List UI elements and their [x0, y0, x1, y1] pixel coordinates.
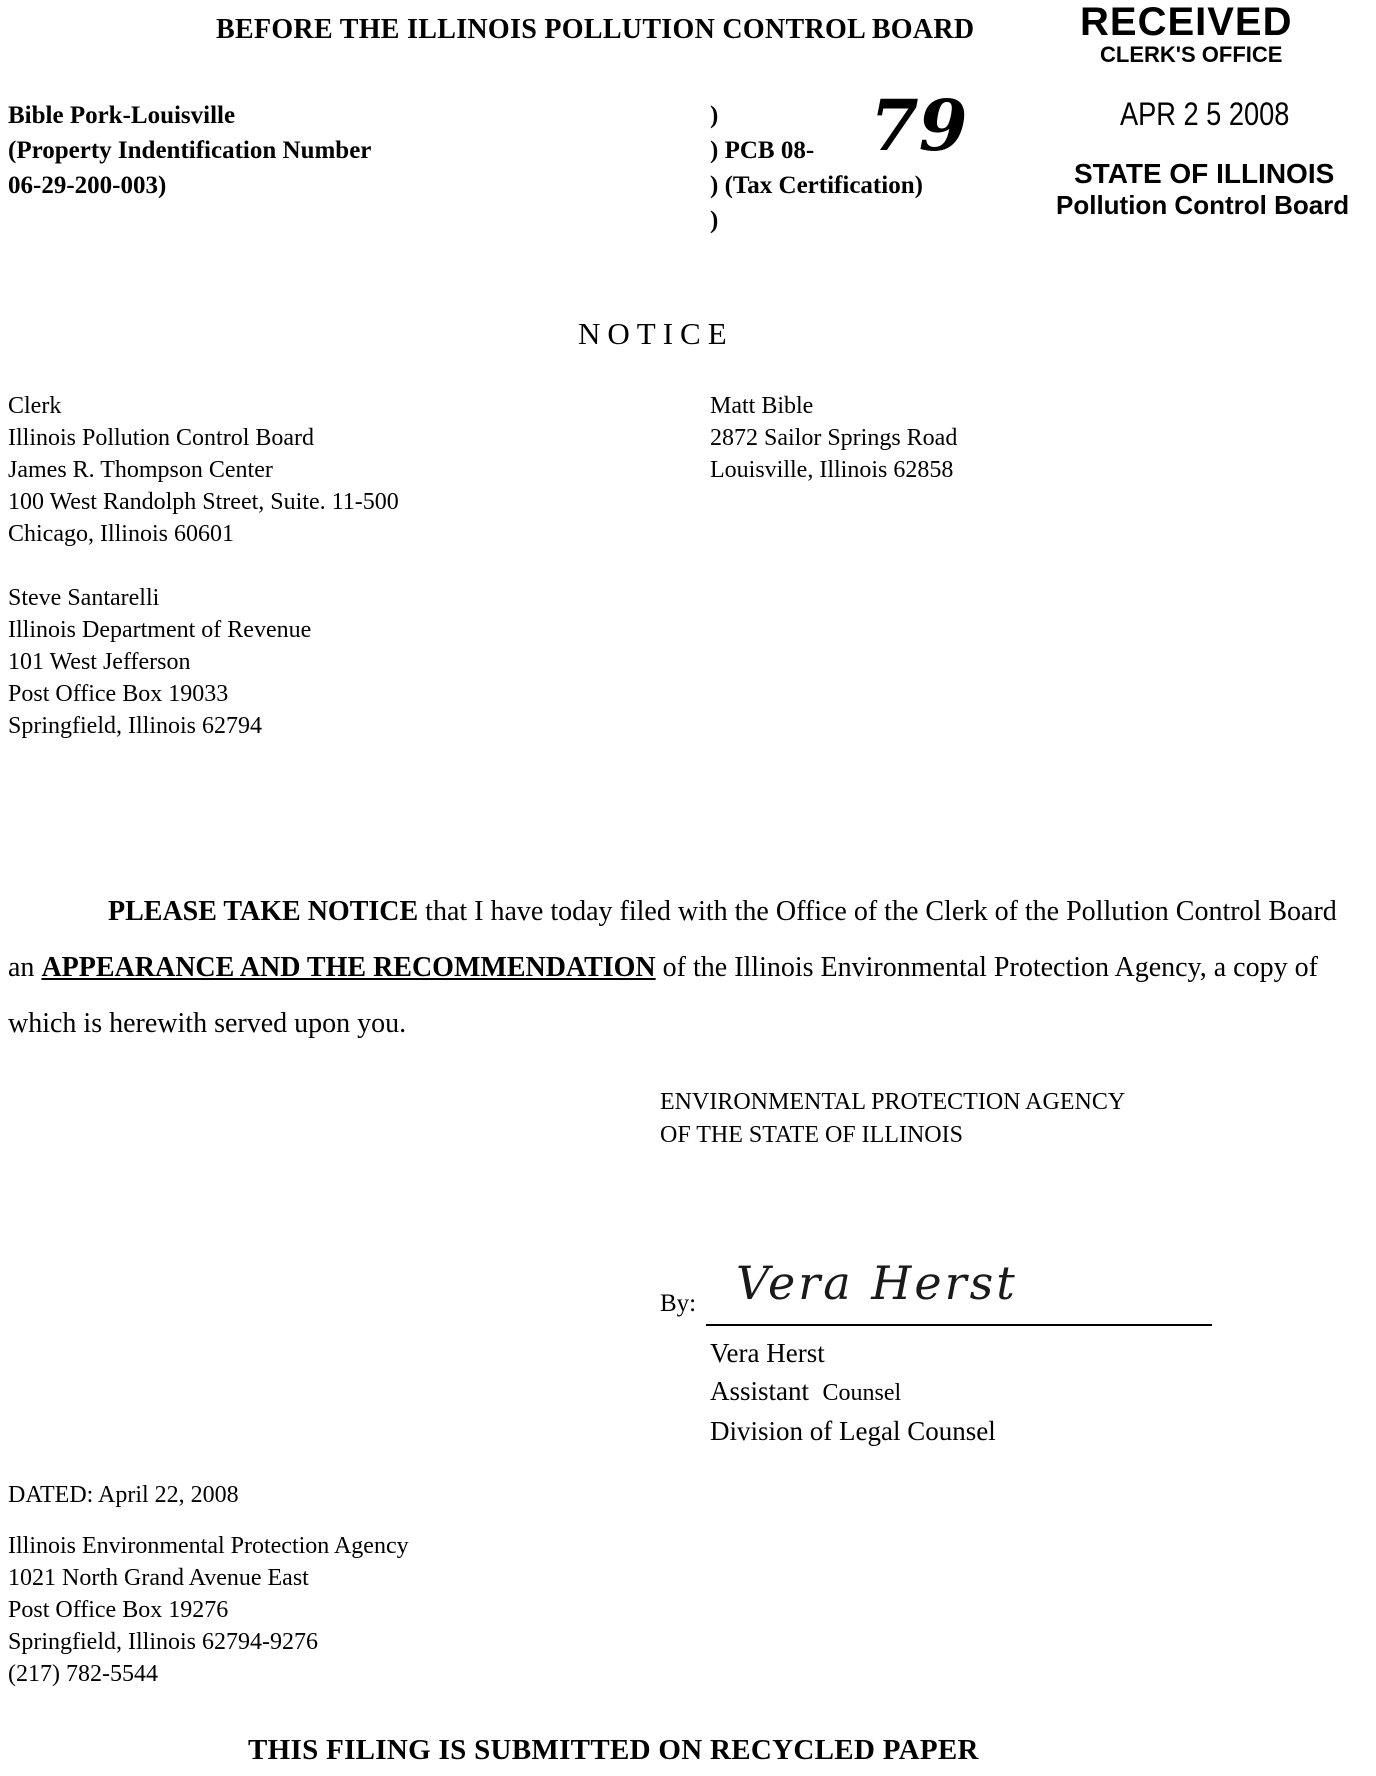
address-line: Illinois Environmental Protection Agency: [8, 1533, 409, 1559]
notice-body: [8, 884, 1348, 1052]
address-line: Illinois Pollution Control Board: [8, 425, 315, 451]
stamp-received-text: RECEIVED: [1080, 0, 1293, 44]
notice-text: of the Illinois Environmental Protection Agency, a copy of which is herewith served upon you.: [8, 952, 1318, 1039]
by-label: By:: [660, 1290, 697, 1317]
agency-line: ENVIRONMENTAL PROTECTION AGENCY: [660, 1089, 1126, 1115]
dated-line: DATED: April 22, 2008: [8, 1482, 239, 1508]
caption-line: 06-29-200-003): [8, 172, 167, 199]
caption-line: (Property Indentification Number: [8, 137, 372, 164]
address-line: Clerk: [8, 393, 62, 419]
address-line: Louisville, Illinois 62858: [710, 457, 954, 483]
address-line: Steve Santarelli: [8, 585, 160, 611]
case-type: (Tax Certification): [724, 172, 923, 199]
recycled-paper-footer: THIS FILING IS SUBMITTED ON RECYCLED PAPER: [248, 1734, 979, 1766]
case-prefix: PCB 08-: [724, 137, 815, 164]
stamp-board: Pollution Control Board: [1056, 190, 1350, 220]
address-line: 101 West Jefferson: [8, 649, 191, 675]
caption-paren: ): [710, 172, 719, 199]
address-line: Chicago, Illinois 60601: [8, 521, 234, 547]
address-line: James R. Thompson Center: [8, 457, 273, 483]
filing-title: APPEARANCE AND THE RECOMMENDATION: [41, 952, 656, 983]
stamp-state: STATE OF ILLINOIS: [1074, 158, 1335, 189]
signer-name: Vera Herst: [710, 1338, 825, 1368]
address-line: 1021 North Grand Avenue East: [8, 1565, 309, 1591]
case-caption-parties: [8, 98, 371, 203]
document-title: BEFORE THE ILLINOIS POLLUTION CONTROL BOARD: [216, 14, 975, 45]
notice-text: that I have today filed with the Office of the Clerk of the Pollution Control Board an: [8, 896, 1337, 983]
address-line: Post Office Box 19033: [8, 681, 229, 707]
handwritten-signature: Vera Herst: [736, 1256, 1018, 1310]
address-bible: [710, 390, 957, 486]
caption-paren: ): [710, 207, 719, 234]
stamp-office-text: CLERK'S OFFICE: [1100, 42, 1283, 67]
signer-title: Assistant Counsel: [710, 1376, 902, 1406]
caption-line: Bible Pork-Louisville: [8, 102, 236, 129]
signature-line: [706, 1324, 1212, 1326]
address-line: 2872 Sailor Springs Road: [710, 425, 958, 451]
address-line: 100 West Randolph Street, Suite. 11-500: [8, 489, 399, 515]
address-line: Springfield, Illinois 62794: [8, 713, 262, 739]
address-line: Illinois Department of Revenue: [8, 617, 312, 643]
agency-name: [660, 1086, 1125, 1152]
address-revenue: [8, 582, 311, 742]
address-clerk: [8, 390, 399, 550]
caption-paren: ): [710, 102, 719, 129]
signer-division: Division of Legal Counsel: [710, 1416, 996, 1446]
sender-address: [8, 1530, 409, 1690]
caption-paren: ): [710, 137, 719, 164]
address-line: (217) 782-5544: [8, 1661, 158, 1687]
address-line: Matt Bible: [710, 393, 814, 419]
handwritten-case-number: 79: [870, 84, 968, 167]
address-line: Springfield, Illinois 62794-9276: [8, 1629, 318, 1655]
notice-lead: PLEASE TAKE NOTICE: [108, 896, 419, 927]
agency-line: OF THE STATE OF ILLINOIS: [660, 1122, 963, 1148]
stamp-date: APR 2 5 2008: [1120, 96, 1290, 132]
address-line: Post Office Box 19276: [8, 1597, 229, 1623]
signer-block: [710, 1334, 996, 1450]
notice-heading: NOTICE: [578, 316, 734, 351]
